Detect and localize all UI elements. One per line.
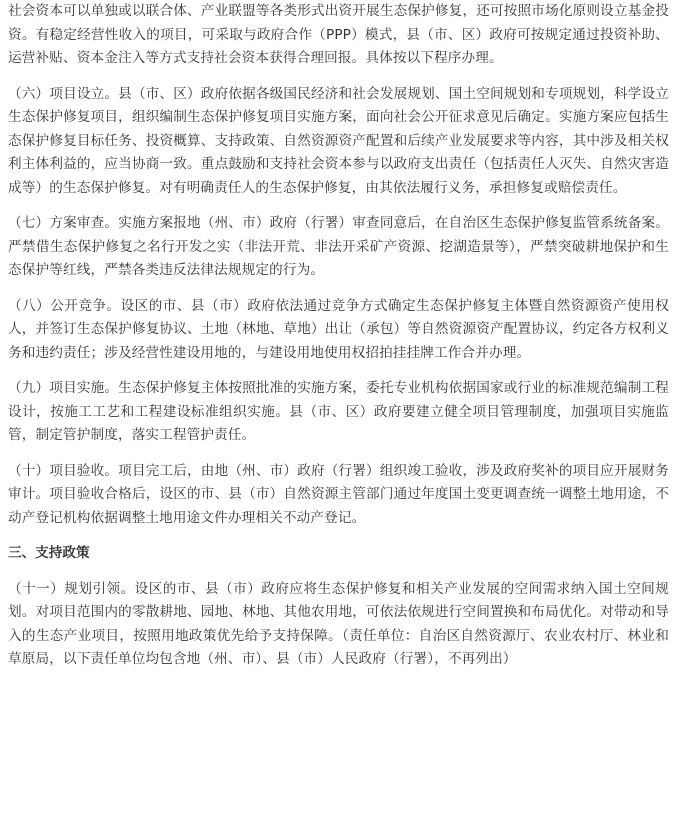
paragraph-gap bbox=[8, 448, 669, 460]
paragraph-plan-review: （七）方案审查。实施方案报地（州、市）政府（行署）审查同意后，在自治区生态保护修复监管系统备案。严禁借生态保护修复之名行开发之实（非法开荒、非法开采矿产资源、挖湖造景等），严禁突破耕地保护和生态保护等红线，严禁各类违反法律法规规定的行为。 bbox=[8, 215, 669, 278]
paragraph-gap bbox=[8, 200, 669, 212]
paragraph-open-competition: （八）公开竞争。设区的市、县（市）政府依法通过竞争方式确定生态保护修复主体暨自然资源资产使用权人，并签订生态保护修复协议、土地（林地、草地）出让（承包）等自然资源资产配置协议，约定各方权利义务和违约责任；涉及经营性建设用地的，与建设用地使用权招拍挂挂牌工作合并办理。 bbox=[8, 297, 669, 361]
paragraph-project-setup: （六）项目设立。县（市、区）政府依据各级国民经济和社会发展规划、国土空间规划和专项规划，科学设立生态保护修复项目，组织编制生态保护修复项目实施方案，面向社会公开征求意见后确定。实施方案应包括生态保护修复目标任务、投资概算、支持政策、自然资源资产配置和后续产业发展要求等内容，其中涉及相关权利主体利益的，应当协商一致。重点鼓励和支持社会资本参与以政府支出责任（包括责任人灭失、自然灾害造成等）的生态保护修复。对有明确责任人的生态保护修复，由其依法履行义务，承担修复或赔偿责任。 bbox=[8, 85, 669, 196]
paragraph-gap bbox=[8, 71, 669, 83]
paragraph-gap bbox=[8, 283, 669, 295]
paragraph-gap bbox=[8, 365, 669, 377]
paragraph-implementation: （九）项目实施。生态保护修复主体按照批准的实施方案，委托专业机构依据国家或行业的标准规范编制工程设计，按施工工艺和工程建设标准组织实施。县（市、区）政府要建立健全项目管理制度，加强项目实施监管，制定管护制度，落实工程管护责任。 bbox=[8, 380, 669, 443]
paragraph-gap bbox=[8, 566, 669, 578]
paragraph-acceptance: （十）项目验收。项目完工后，由地（州、市）政府（行署）组织竣工验收，涉及政府奖补的项目应开展财务审计。项目验收合格后，设区的市、县（市）自然资源主管部门通过年度国土变更调查统一调整土地用途，不动产登记机构依据调整土地用途文件办理相关不动产登记。 bbox=[8, 462, 669, 526]
paragraph-gap bbox=[8, 530, 669, 542]
paragraph-intro: 社会资本可以单独或以联合体、产业联盟等各类形式出资开展生态保护修复，还可按照市场化原则设立基金投资。有稳定经营性收入的项目，可采取与政府合作（PPP）模式，县（市、区）政府可按规定通过投资补助、运营补贴、资本金注入等方式支持社会资本获得合理回报。具体按以下程序办理。 bbox=[8, 3, 669, 66]
section-heading-support-policy: 三、支持政策 bbox=[8, 545, 90, 561]
paragraph-planning-guidance: （十一）规划引领。设区的市、县（市）政府应将生态保护修复和相关产业发展的空间需求纳入国土空间规划。对项目范围内的零散耕地、园地、林地、其他农用地，可依法依规进行空间置换和布局优化。对带动和导入的生态产业项目，按照用地政策优先给予支持保障。（责任单位：自治区自然资源厅、农业农村厅、林业和草原局，以下责任单位均包含地（州、市）、县（市）人民政府（行署），不再列出） bbox=[8, 580, 669, 667]
